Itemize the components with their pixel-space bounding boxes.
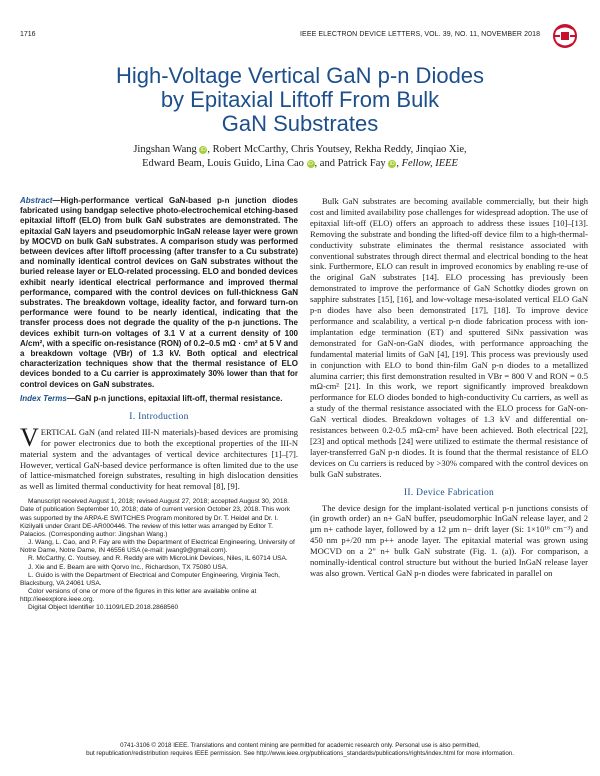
author-names: Jingshan Wang bbox=[133, 144, 197, 155]
abstract-lead: Abstract bbox=[20, 196, 53, 205]
title-line: by Epitaxial Liftoff From Bulk bbox=[160, 87, 440, 112]
introduction-paragraph bbox=[20, 422, 298, 492]
author-list: Jingshan Wang iD , Robert McCarthy, Chris Youtsey, Rekha Reddy, Jinqiao Xie, Edward Beam, Louis Guido, Lina Cao iD , and Patrick Fay iD , Fellow, IEEE bbox=[133, 144, 467, 169]
body-paragraph: The device design for the implant-isolated vertical p-n junctions consists of (in growth order) an n+ GaN buffer, pseudomorphic InGaN release layer, and 2 μm n+ cathode layer, followed by a 12 μm n− drift layer (Si: 1×10¹⁶ cm⁻³) and 450 nm p+/20 nm p++ anode layer. The epitaxial material was grown using MOCVD on a 2" n+ bulk GaN substrate (Fig. 1. (a)). For comparison, a nominally-identical control structure but without the buried InGaN release layer was also grown. Vertical GaN p-n diodes were fabricated in parallel on bbox=[310, 502, 588, 578]
page-number: 1716 bbox=[20, 31, 36, 38]
author-title: Fellow, IEEE bbox=[401, 158, 458, 169]
journal-header: IEEE ELECTRON DEVICE LETTERS, VOL. 39, NO. 11, NOVEMBER 2018 bbox=[300, 31, 541, 38]
copyright-notice bbox=[30, 742, 570, 758]
footnotes bbox=[20, 498, 298, 612]
author-names: , and Patrick Fay bbox=[314, 158, 386, 169]
abstract bbox=[20, 196, 298, 390]
footnote: R. McCarthy, C. Youtsey, and R. Reddy are with MicroLink Devices, Niles, IL 60714 USA. bbox=[28, 555, 288, 563]
orcid-icon[interactable]: iD bbox=[308, 161, 313, 167]
footnote: Color versions of one or more of the figures in this letter are available online at http://ieeexplore.ieee.org. bbox=[20, 588, 257, 604]
introduction-text: ERTICAL GaN (and related III-N materials)-based devices are promising for power electronics due to both the exceptional properties of the III-N material system and the advantages of vertical device architectures [1]–[7]. However, vertical GaN-based device performance is often limited due to the use of lattice-mismatched foreign substrates, resulting in high dislocation densities as well as limited thermal conductivity for heat removal [8], [9]. bbox=[20, 426, 298, 492]
abstract-text: —High-performance vertical GaN-based p-n junction diodes fabricated using bandgap selective photo-electrochemical etching-based epitaxial liftoff (ELO) from bulk GaN substrates are demonstrated. The epitaxial GaN layers and pseudomorphic InGaN release layer were grown by MOCVD on bulk GaN substrates. A comparison study was performed between devices after liftoff processing (after transfer to a Cu substrate) and nominally identical control devices on GaN substrates without the buried release layer or ELO-related processing. ELO and bonded devices exhibit nearly identical electrical performance and improved thermal performance, compared with the control devices on full-thickness GaN substrates. The breakdown voltage, ideality factor, and forward turn-on performance were found to be nearly identical, indicating that the transfer process does not degrade the quality of the p-n junctions. The devices exhibit turn-on voltages of 3.1 V at a current density of 100 A/cm², with a specific on-resistance (RON) of 0.2–0.5 mΩ · cm² at 5 V and a breakdown voltage (VBr) of 1.3 kV. Both optical and electrical characterization techniques show that the thermal resistance of ELO devices bonded to a Cu carrier is approximately 30% lower than that for control devices on GaN substrates. bbox=[20, 196, 298, 389]
body-paragraph: Bulk GaN substrates are becoming available commercially, but their high cost and limited availability pose challenges for widespread adoption. The use of epitaxial lift-off (ELO) offers an approach to address these issues [10]–[13]. Removing the substrate and bonding the lifted-off device film to a high-thermal-conductivity substrate eliminates the thermal resistance associated with conventional substrates through direct thermal and electrical bonding to the heat sink. Furthermore, ELO can result in improved economics by enabling re-use of the original GaN substrates [14]. ELO processing has previously been demonstrated to improve the performance of GaN Schottky diodes grown on sapphire substrates [15], [16], and low-voltage mesa-isolated vertical ELO GaN p-n diodes have also been demonstrated [17], [18]. To improve device performance and scalability, a vertical p-n diode fabrication process with ion-implantation edge termination (ET) and sputtered SiNx passivation was demonstrated for GaN-on-GaN diodes, with performance approaching the fundamental material limits of GaN [4], [19]. This process was previously used in conjunction with ELO to bond thin-film GaN p-n diodes to a metallized alumina carrier; this first demonstration resulted in VBr = 800 V and RON = 0.5 mΩ-cm² [21]. In this work, we report significantly improved breakdown performance for ELO diodes bonded to high-conductivity Cu carriers, as well as a study of the thermal resistance associated with the ELO process for GaN-on-GaN vertical diodes. Breakdown voltages of 1.3 kV and differential on-resistances between 0.2-0.5 mΩ-cm² have been achieved. Both electrical [22], [23] and optical methods [24] were utilized to estimate the thermal resistance of layer-transferred GaN p-n diodes. It is found that the thermal resistance of ELO devices on Cu carriers is reduced by >30% compared with the control devices on bulk GaN substrates. bbox=[310, 196, 588, 479]
footnote-doi: Digital Object Identifier 10.1109/LED.2018.2868560 bbox=[28, 604, 179, 612]
section-heading-device-fabrication: II. Device Fabrication bbox=[403, 487, 495, 498]
title-line: High-Voltage Vertical GaN p-n Diodes bbox=[115, 63, 485, 88]
section-heading-introduction: I. Introduction bbox=[129, 411, 189, 422]
index-terms bbox=[20, 394, 298, 404]
author-names: , Robert McCarthy, Chris Youtsey, Rekha Reddy, Jinqiao Xie, bbox=[207, 144, 467, 155]
ieee-eds-logo-icon bbox=[548, 20, 582, 52]
footnote: J. Xie and E. Beam are with Qorvo Inc., Richardson, TX 75080 USA. bbox=[28, 563, 228, 571]
footnote: J. Wang, L. Cao, and P. Fay are with the Department of Electrical Engineering, University of Notre Dame, Notre Dame, IN 46556 USA (e-mail: jwang9@gmail.com). bbox=[20, 539, 295, 555]
title-line: GaN Substrates bbox=[221, 111, 379, 136]
orcid-icon[interactable]: iD bbox=[201, 147, 206, 153]
left-column bbox=[20, 196, 298, 612]
right-column bbox=[310, 196, 588, 579]
orcid-icon[interactable]: iD bbox=[389, 161, 395, 167]
index-terms-text: —GaN p-n junctions, epitaxial lift-off, thermal resistance. bbox=[66, 393, 283, 403]
index-terms-lead: Index Terms bbox=[20, 393, 67, 403]
author-names: Edward Beam, Louis Guido, Lina Cao bbox=[142, 158, 304, 169]
footnote: Manuscript received August 1, 2018; revised August 27, 2018; accepted August 30, 2018. Date of publication September 10, 2018; date of current version October 23, 2018. This work was supported by the ARPA-E SWITCHES Program monitored by Dr. T. Heidel and Dr. I. Kizilyalli under Grant DE-AR000446. The review of this letter was arranged by Editor T. Palacios. (Corresponding author: Jingshan Wang.) bbox=[20, 498, 291, 538]
copyright-line: 0741-3106 © 2018 IEEE. Translations and content mining are permitted for academic research only. Personal use is also permitted, bbox=[120, 742, 480, 749]
footnote: L. Guido is with the Department of Electrical and Computer Engineering, Virginia Tech, Blacksburg, VA 24061 USA. bbox=[20, 571, 280, 587]
copyright-line: but republication/redistribution requires IEEE permission. See http://www.ieee.org/publications_standards/publications/rights/index.html for more information. bbox=[86, 750, 514, 757]
paper-title bbox=[0, 64, 600, 136]
drop-cap: V bbox=[20, 422, 39, 452]
